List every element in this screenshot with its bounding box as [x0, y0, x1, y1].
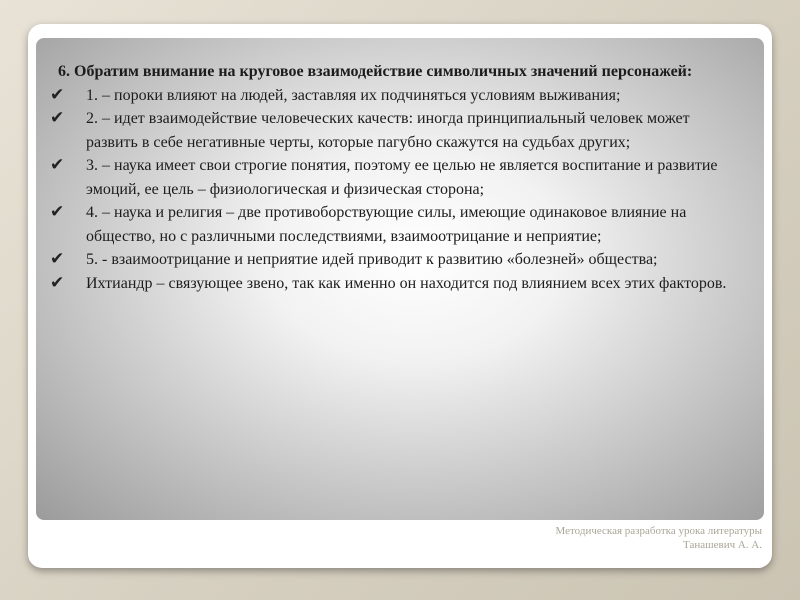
footer-line-course: Методическая разработка урока литературы [555, 525, 762, 537]
check-mark-icon: ✔ [50, 108, 65, 128]
list-item [50, 248, 728, 272]
check-mark-icon: ✔ [50, 272, 65, 293]
slide-footer [556, 524, 763, 552]
check-mark-icon: ✔ [50, 249, 65, 269]
list-item [50, 154, 728, 201]
slide-text-block [50, 60, 728, 295]
list-item-text: 3. – наука имеет свои строгие понятия, поэтому ее целью не является воспитание и развитие эмоций, ее цель – физиологическая и физическая сторона; [86, 157, 718, 198]
list-item [50, 107, 728, 154]
bullet-list [50, 84, 728, 296]
list-item-text: 2. – идет взаимодействие человеческих качеств: иногда принципиальный человек может развить в себе негативные черты, которые пагубно скажутся на судьбах других; [86, 110, 690, 151]
list-item [50, 272, 728, 296]
list-item-text: 4. – наука и религия – две противоборствующие силы, имеющие одинаковое влияние на общество, но с различными последствиями, взаимоотрицание и неприятие; [86, 204, 687, 245]
list-item-text: Ихтиандр – связующее звено, так как именно он находится под влиянием всех этих факторов. [86, 274, 727, 292]
slide-heading: 6. Обратим внимание на круговое взаимодействие символичных значений персонажей: [58, 63, 693, 80]
list-item [50, 84, 728, 108]
list-item-text: 1. – пороки влияют на людей, заставляя их подчиняться условиям выживания; [86, 86, 621, 104]
check-mark-icon: ✔ [50, 84, 65, 105]
list-item [50, 201, 728, 248]
check-mark-icon: ✔ [50, 155, 65, 175]
list-item-text: 5. - взаимоотрицание и неприятие идей приводит к развитию «болезней» общества; [86, 251, 658, 268]
footer-line-author: Танашевич А. А. [683, 539, 762, 551]
check-mark-icon: ✔ [50, 202, 65, 222]
